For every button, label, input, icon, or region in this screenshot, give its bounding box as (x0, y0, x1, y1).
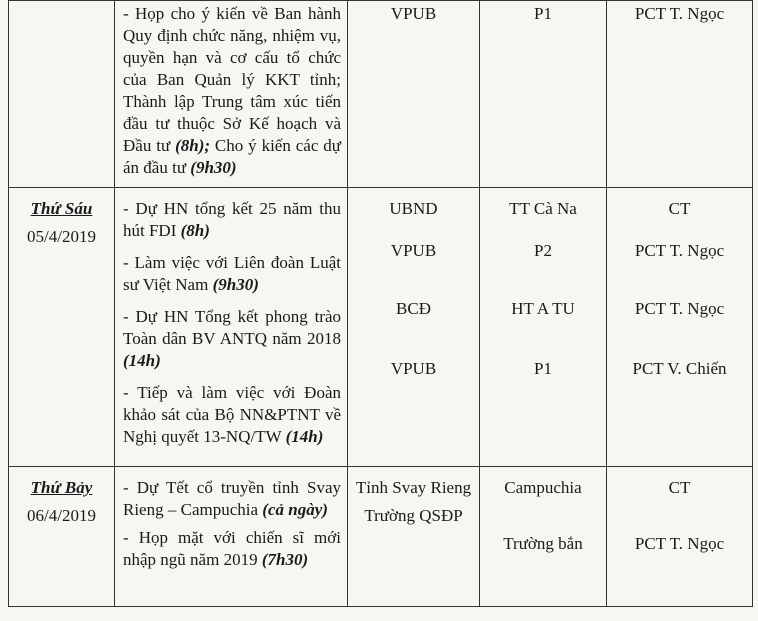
place-cell (480, 1, 607, 188)
chair-cell (607, 467, 753, 607)
content-cell (115, 188, 348, 467)
place-value: TT Cà Na (509, 199, 577, 218)
place-value: Campuchia (504, 478, 582, 497)
chair-value: PCT V. Chiến (632, 359, 727, 378)
table-row (9, 467, 753, 607)
place-value: P1 (534, 359, 552, 378)
unit-cell (348, 467, 480, 607)
chair-value: PCT T. Ngọc (634, 4, 725, 23)
chair-value: PCT T. Ngọc (634, 534, 725, 553)
event-text: - Họp cho ý kiến về Ban hành Quy định chức năng, nhiệm vụ, quyền hạn và cơ cấu tổ chức của Ban Quản lý KKT tỉnh; Thành lập Trung tâm xúc tiến đầu tư thuộc Sở Kế hoạch và Đầu tư (8h); Cho ý kiến các dự án đầu tư (9h30) (123, 4, 341, 177)
unit-value: Trường QSĐP (364, 506, 463, 525)
chair-cell (607, 1, 753, 188)
day-cell (9, 467, 115, 607)
table-row (9, 1, 753, 188)
day-cell (9, 1, 115, 188)
event-text: - Dự HN tổng kết 25 năm thu hút FDI (8h) (123, 199, 341, 240)
chair-cell (607, 188, 753, 467)
content-cell (115, 467, 348, 607)
chair-value: PCT T. Ngọc (634, 299, 725, 318)
place-value: P1 (534, 4, 552, 23)
event-text: - Làm việc với Liên đoàn Luật sư Việt Nam (9h30) (123, 253, 341, 294)
chair-value: PCT T. Ngọc (634, 241, 725, 260)
unit-value: VPUB (390, 4, 437, 23)
unit-value: BCĐ (396, 299, 431, 318)
schedule-table (8, 0, 753, 607)
unit-value: Tỉnh Svay Rieng (355, 478, 472, 497)
unit-value: UBND (389, 199, 438, 218)
unit-cell (348, 188, 480, 467)
chair-value: CT (668, 478, 691, 497)
place-value: Trường bắn (503, 534, 583, 553)
chair-value: CT (668, 199, 691, 218)
day-date: 06/4/2019 (27, 506, 96, 525)
place-cell (480, 188, 607, 467)
unit-value: VPUB (390, 359, 437, 378)
unit-value: VPUB (390, 241, 437, 260)
event-text: - Họp mặt với chiến sĩ mới nhập ngũ năm 2019 (7h30) (123, 528, 341, 569)
event-text: - Dự Tết cổ truyền tỉnh Svay Rieng – Campuchia (cả ngày) (123, 478, 341, 519)
event-text: - Dự HN Tổng kết phong trào Toàn dân BV ANTQ năm 2018 (14h) (123, 307, 341, 370)
content-cell (115, 1, 348, 188)
event-text: - Tiếp và làm việc với Đoàn khảo sát của Bộ NN&PTNT về Nghị quyết 13-NQ/TW (14h) (123, 383, 341, 446)
table-row (9, 188, 753, 467)
unit-cell (348, 1, 480, 188)
day-cell (9, 188, 115, 467)
day-date: 05/4/2019 (27, 227, 96, 246)
place-value: P2 (534, 241, 552, 260)
place-value: HT A TU (511, 299, 575, 318)
place-cell (480, 467, 607, 607)
day-name: Thứ Sáu (30, 199, 93, 218)
day-name: Thứ Bảy (30, 478, 93, 497)
